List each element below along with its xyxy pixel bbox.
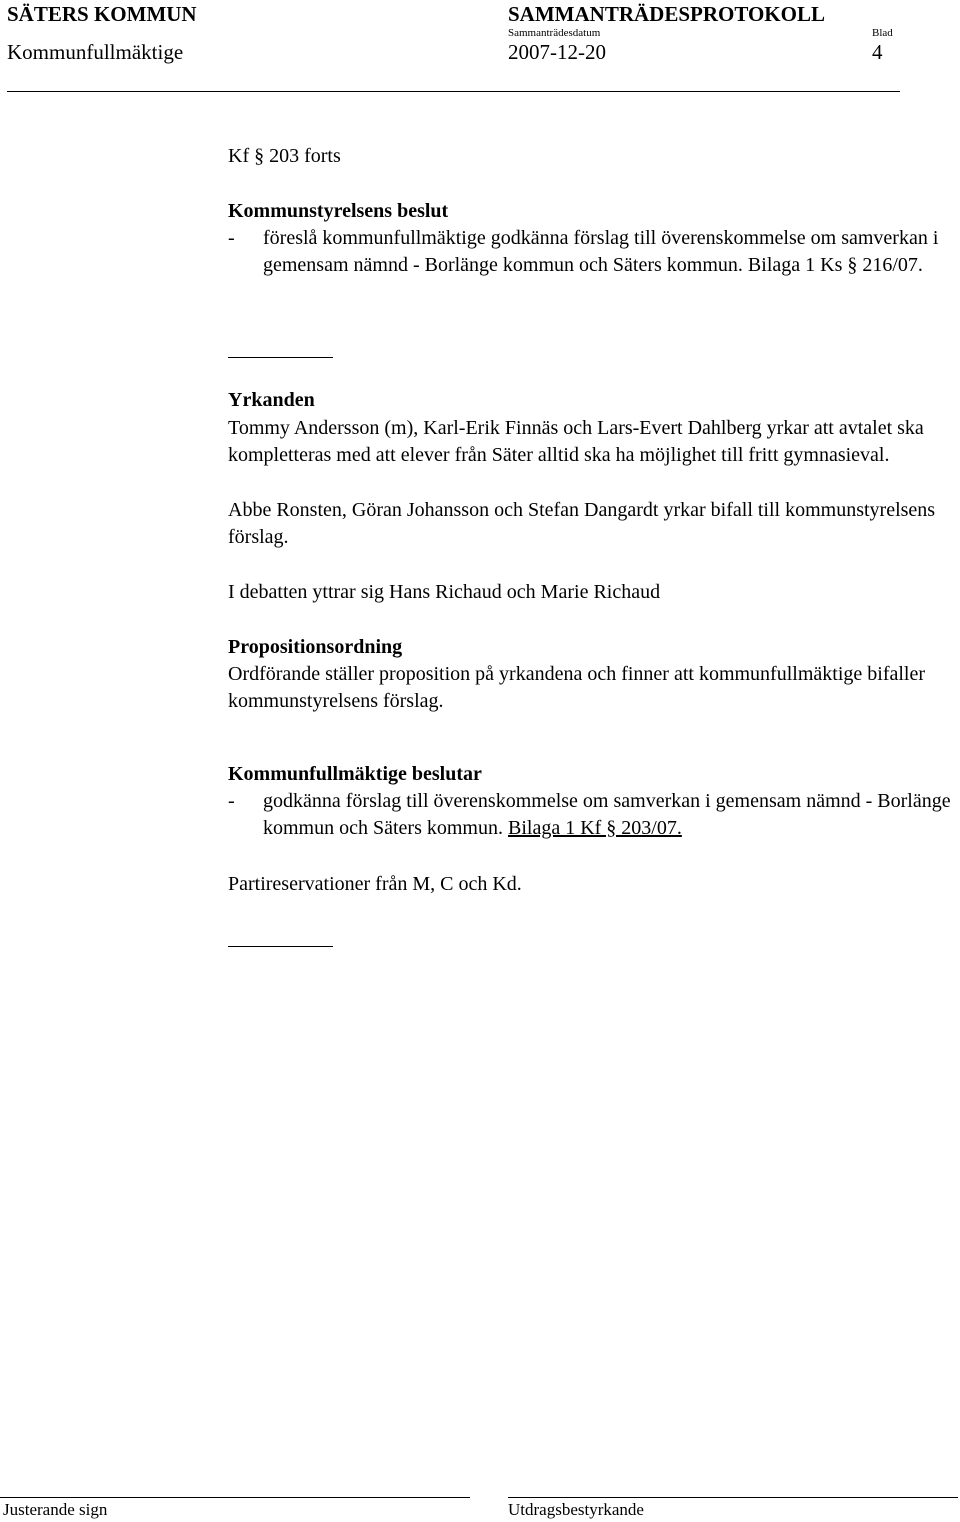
kf-beslut-text: godkänna förslag till överenskommelse om samverkan i gemensam nämnd - Borlänge kommun och Säters kommun. [263, 790, 951, 839]
yrkanden-paragraph-1: Tommy Andersson (m), Karl-Erik Finnäs och Lars-Evert Dahlberg yrkar att avtalet ska kompletteras med att elever från Säter alltid ska ha möjlighet till fritt gymnasieval. [228, 417, 924, 466]
header-rule [7, 91, 900, 92]
dash: - [228, 227, 235, 249]
yrkanden-paragraph-2: Abbe Ronsten, Göran Johansson och Stefan Dangardt yrkar bifall till kommunstyrelsens förslag. [228, 499, 936, 548]
ks-beslut-text: föreslå kommunfullmäktige godkänna förslag till överenskommelse om samverkan i gemensam nämnd - Borlänge kommun och Säters kommun. [263, 227, 939, 276]
page-number: 4 [872, 40, 883, 64]
proposition-text: Ordförande ställer proposition på yrkandena och finner att kommunfullmäktige bifaller kommunstyrelsens förslag. [228, 663, 926, 712]
kf-beslut-ref: Bilaga 1 Kf § 203/07. [507, 817, 682, 839]
dash: - [228, 790, 235, 812]
separator-line [228, 946, 333, 947]
footer-justerande: Justerande sign [3, 1500, 108, 1519]
section-title: Kf § 203 forts [228, 145, 341, 167]
org-name: SÄTERS KOMMUN [7, 2, 197, 26]
debatt-text: I debatten yttrar sig Hans Richaud och Marie Richaud [228, 581, 661, 603]
footer-rule-left [0, 1497, 470, 1498]
proposition-heading: Propositionsordning [228, 636, 403, 658]
ks-beslut-heading: Kommunstyrelsens beslut [228, 200, 449, 222]
meeting-date: 2007-12-20 [508, 40, 606, 64]
page-label: Blad [872, 27, 893, 39]
document-type: SAMMANTRÄDESPROTOKOLL [508, 2, 825, 26]
footer-utdrag: Utdragsbestyrkande [508, 1500, 644, 1519]
reservation-text: Partireservationer från M, C och Kd. [228, 873, 522, 895]
separator-line [228, 357, 333, 358]
body-name: Kommunfullmäktige [7, 40, 184, 64]
ks-beslut-ref: Bilaga 1 Ks § 216/07. [747, 254, 923, 276]
date-label: Sammanträdesdatum [508, 27, 601, 39]
footer-rule-right [508, 1497, 958, 1498]
yrkanden-heading: Yrkanden [228, 389, 315, 411]
kf-beslut-heading: Kommunfullmäktige beslutar [228, 763, 482, 785]
